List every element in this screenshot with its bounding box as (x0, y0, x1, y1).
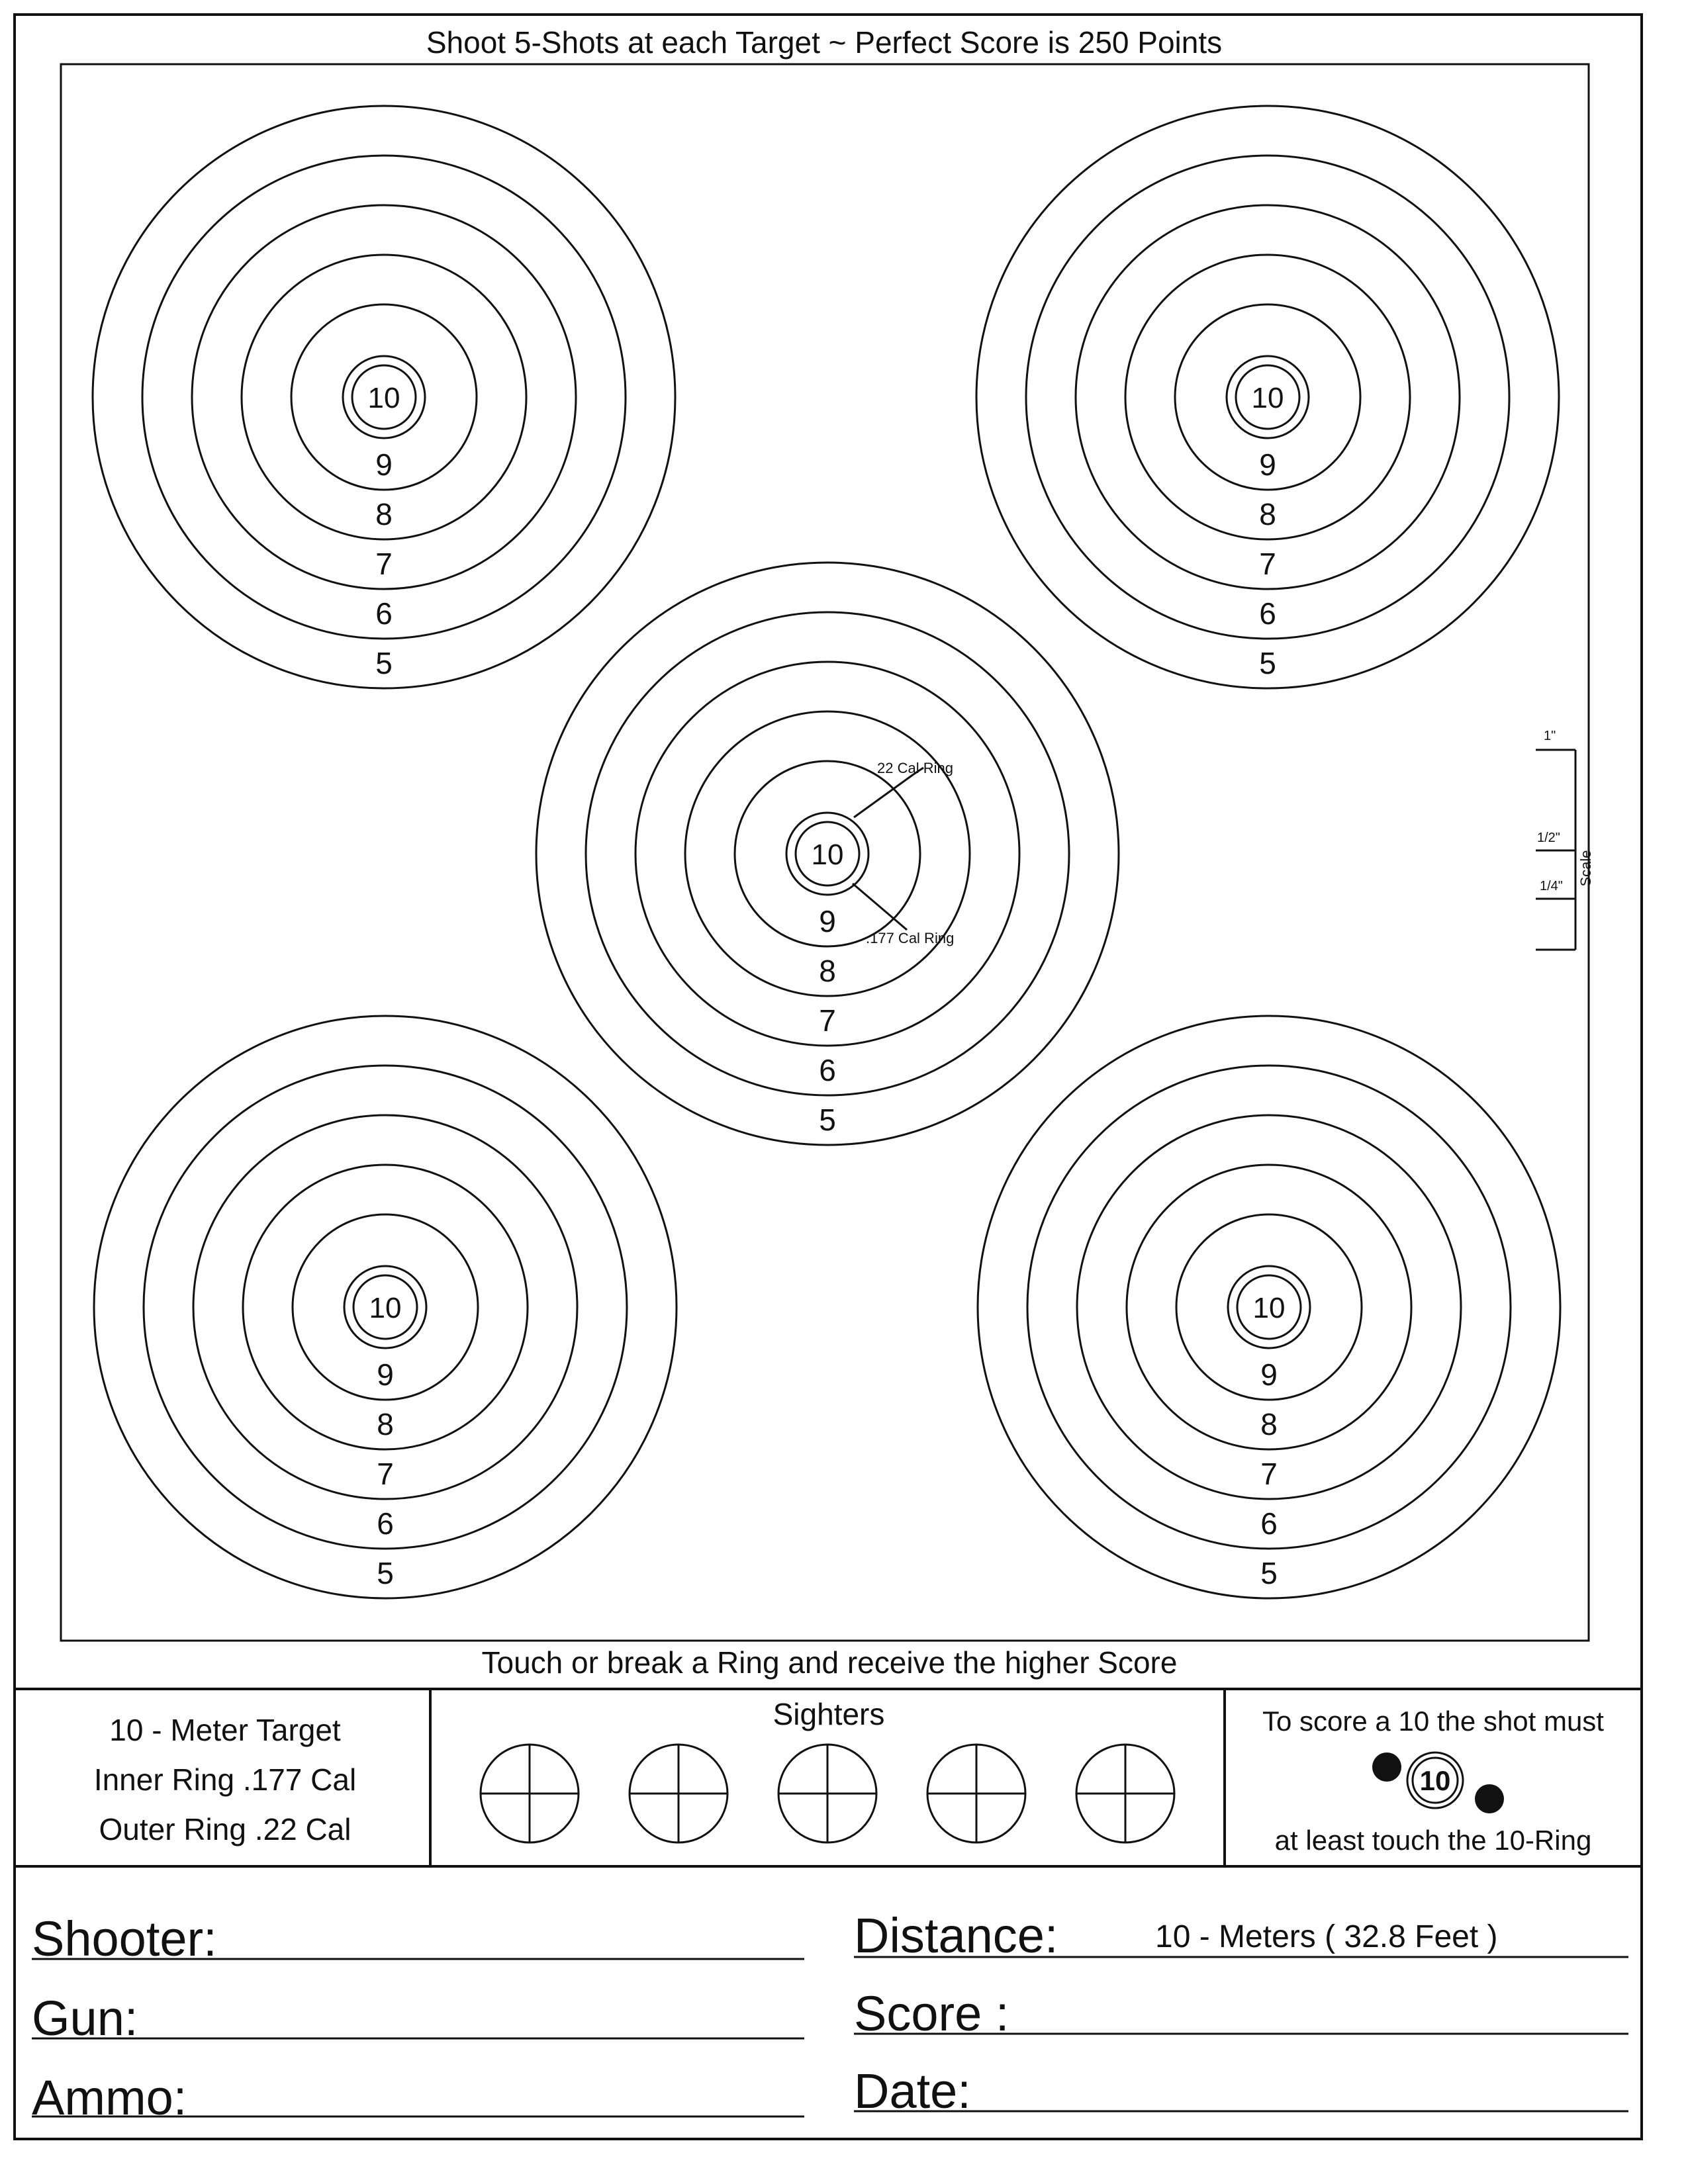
ring-label: 8 (377, 1407, 394, 1441)
shooter-form (32, 1908, 1628, 2125)
ring-label: 5 (819, 1103, 836, 1137)
bull-target (94, 1016, 677, 1598)
info-line-1: 10 - Meter Target (109, 1713, 341, 1747)
ring-label: 7 (819, 1003, 836, 1038)
target-info-box (94, 1713, 356, 1846)
distance-label: Distance: (854, 1908, 1058, 1963)
sighter-target (927, 1745, 1025, 1843)
ring-label: 6 (375, 596, 393, 631)
sighter-target (1076, 1745, 1174, 1843)
shooter-label: Shooter: (32, 1911, 217, 1966)
date-label: Date: (854, 2064, 971, 2118)
ring-label: 9 (375, 447, 393, 482)
bull-target (978, 1016, 1560, 1598)
info-line-2: Inner Ring .177 Cal (93, 1762, 357, 1797)
targets-group (93, 106, 1560, 1598)
scale-ruler (1536, 729, 1594, 950)
callout-177-cal: .177 Cal Ring (866, 930, 955, 946)
ring-label: 8 (1260, 1407, 1278, 1441)
sighter-target (630, 1745, 727, 1843)
ring-label: 7 (377, 1457, 394, 1491)
score-label: Score : (854, 1986, 1009, 2041)
ring-label: 9 (1259, 447, 1276, 482)
ring-label: 6 (1259, 596, 1276, 631)
ring-label: 6 (819, 1053, 836, 1087)
sheet-title: Shoot 5-Shots at each Target ~ Perfect Score is 250 Points (426, 25, 1223, 60)
scoring-tip-badge: 10 (1419, 1765, 1451, 1796)
sighters-row (481, 1745, 1174, 1843)
ring-rule-text: Touch or break a Ring and receive the higher Score (481, 1645, 1178, 1680)
gun-label: Gun: (32, 1991, 138, 2046)
bull-center-label: 10 (811, 839, 844, 871)
ring-label: 8 (819, 954, 836, 988)
bull-center-label: 10 (1252, 1292, 1286, 1324)
distance-value: 10 - Meters ( 32.8 Feet ) (1155, 1919, 1498, 1954)
ring-label: 7 (1259, 547, 1276, 581)
sighters-title: Sighters (773, 1697, 885, 1731)
ring-label: 5 (1260, 1556, 1278, 1590)
ammo-label: Ammo: (32, 2070, 187, 2125)
sighter-target (481, 1745, 579, 1843)
info-line-3: Outer Ring .22 Cal (99, 1812, 352, 1846)
shot-hole-right (1475, 1784, 1504, 1813)
bull-center-label: 10 (369, 1292, 402, 1324)
ring-label: 9 (377, 1357, 394, 1392)
sighters-box (481, 1697, 1174, 1843)
ring-label: 7 (1260, 1457, 1278, 1491)
sighter-target (778, 1745, 876, 1843)
ring-label: 9 (1260, 1357, 1278, 1392)
bull-center-label: 10 (367, 382, 400, 414)
ring-label: 5 (375, 646, 393, 680)
ring-label: 6 (1260, 1506, 1278, 1541)
scale-label: Scale (1577, 850, 1594, 887)
callout-22-cal: 22 Cal Ring (877, 760, 953, 776)
ring-label: 5 (377, 1556, 394, 1590)
ring-label: 8 (1259, 497, 1276, 531)
bull-target (536, 563, 1119, 1145)
bull-target (93, 106, 675, 688)
ring-label: 7 (375, 547, 393, 581)
ring-label: 6 (377, 1506, 394, 1541)
shot-hole-left (1372, 1752, 1401, 1782)
scale-mark-half-in: 1/2" (1537, 831, 1560, 845)
scoring-tip-top: To score a 10 the shot must (1262, 1706, 1604, 1737)
ring-label: 8 (375, 497, 393, 531)
ring-label: 5 (1259, 646, 1276, 680)
scale-mark-quarter-in: 1/4" (1540, 879, 1563, 893)
bull-center-label: 10 (1251, 382, 1284, 414)
scoring-tip-bottom: at least touch the 10-Ring (1274, 1825, 1592, 1856)
ring-label: 9 (819, 904, 836, 938)
scoring-tip-box (1262, 1706, 1604, 1856)
bull-target (976, 106, 1559, 688)
scale-mark-1in: 1" (1544, 729, 1556, 743)
